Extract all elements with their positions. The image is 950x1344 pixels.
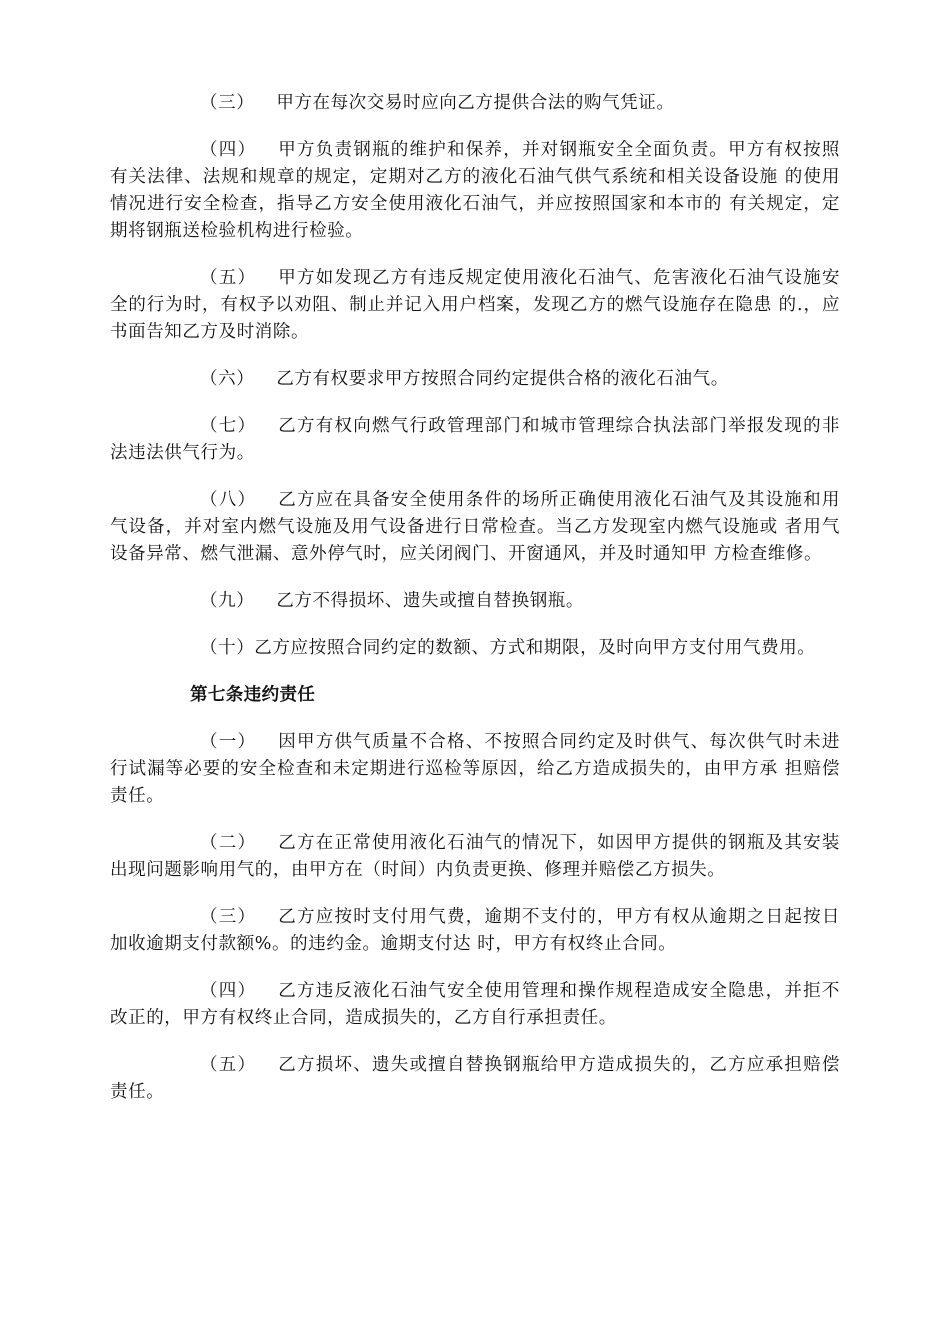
clause-number: （五） xyxy=(200,268,257,288)
clause-paragraph xyxy=(110,487,840,568)
clause-paragraph xyxy=(110,265,840,346)
clause-number: （四） xyxy=(200,981,257,1001)
clause-text: 乙方应按时支付用气费，逾期不支付的，甲方有权从逾期之日起按日 加收逾期支付款额%。的违约金。逾期支付达 时，甲方有权终止合同。 xyxy=(110,907,840,954)
clause-text: 乙方损坏、遗失或擅自替换钢瓶给甲方造成损失的，乙方应承担赔偿 责任。 xyxy=(110,1055,840,1102)
section-heading: 第七条违约责任 xyxy=(190,685,316,705)
clause-text: 乙方在正常使用液化石油气的情况下，如因甲方提供的钢瓶及其安装 出现问题影响用气的，由甲方在（时间）内负责更换、修理并赔偿乙方损失。 xyxy=(110,833,840,880)
clause-text: （十）乙方应按照合同约定的数额、方式和期限，及时向甲方支付用气费用。 xyxy=(200,638,816,658)
clause-text: 甲方如发现乙方有违反规定使用液化石油气、危害液化石油气设施安 全的行为时，有权予以劝阻、制止并记入用户档案，发现乙方的燃气设施存在隐患 的.，应书面告知乙方及时消除。 xyxy=(110,268,840,342)
clause-number: （七） xyxy=(200,416,257,436)
clause-text: 乙方有权向燃气行政管理部门和城市管理综合执法部门举报发现的非 法违法供气行为。 xyxy=(110,416,840,463)
clause-paragraph xyxy=(110,729,840,810)
clause-paragraph xyxy=(110,830,840,884)
clause-number: （一） xyxy=(200,732,257,752)
clause-paragraph xyxy=(110,978,840,1032)
clause-text: 乙方有权要求甲方按照合同约定提供合格的液化石油气。 xyxy=(276,369,729,389)
clause-number: （八） xyxy=(200,490,257,510)
clause-number: （二） xyxy=(200,833,257,853)
clause-number: （六） xyxy=(200,369,255,389)
clause-number: （九） xyxy=(200,591,255,611)
clause-text: 甲方负责钢瓶的维护和保养，并对钢瓶安全全面负责。甲方有权按照 有关法律、法规和规章的规定，定期对乙方的液化石油气供气系统和相关设备设施 的使用情况进行安全检查，指导乙方安全使用液化石油气，并应按照国家和本市的 有关规定，定期将钢瓶送检验机构进行检验。 xyxy=(110,140,840,241)
clause-text: 乙方应在具备安全使用条件的场所正确使用液化石油气及其设施和用 气设备，并对室内燃气设施及用气设备进行日常检查。当乙方发现室内燃气设施或 者用气设备异常、燃气泄漏、意外停气时，应关闭阀门、开窗通风，并及时通知甲 方检查维修。 xyxy=(110,490,840,564)
clause-paragraph xyxy=(110,366,840,393)
clause-number: （三） xyxy=(200,907,257,927)
clause-number: （三） xyxy=(200,93,255,113)
clause-text: 乙方不得损坏、遗失或擅自替换钢瓶。 xyxy=(276,591,585,611)
clause-paragraph xyxy=(110,904,840,958)
clause-paragraph xyxy=(110,1052,840,1106)
clause-paragraph xyxy=(110,90,840,117)
clause-text: 甲方在每次交易时应向乙方提供合法的购气凭证。 xyxy=(276,93,675,113)
clause-number: （四） xyxy=(200,140,257,160)
clause-text: 因甲方供气质量不合格、不按照合同约定及时供气、每次供气时未进 行试漏等必要的安全检查和未定期进行巡检等原因，给乙方造成损失的，由甲方承 担赔偿责任。 xyxy=(110,732,840,806)
clause-paragraph xyxy=(110,635,840,662)
clause-paragraph xyxy=(110,137,840,245)
document-page xyxy=(110,90,840,1126)
clause-paragraph xyxy=(110,588,840,615)
clause-paragraph xyxy=(110,413,840,467)
clause-number: （五） xyxy=(200,1055,257,1075)
clause-text: 乙方违反液化石油气安全使用管理和操作规程造成安全隐患，并拒不 改正的，甲方有权终止合同，造成损失的，乙方自行承担责任。 xyxy=(110,981,840,1028)
